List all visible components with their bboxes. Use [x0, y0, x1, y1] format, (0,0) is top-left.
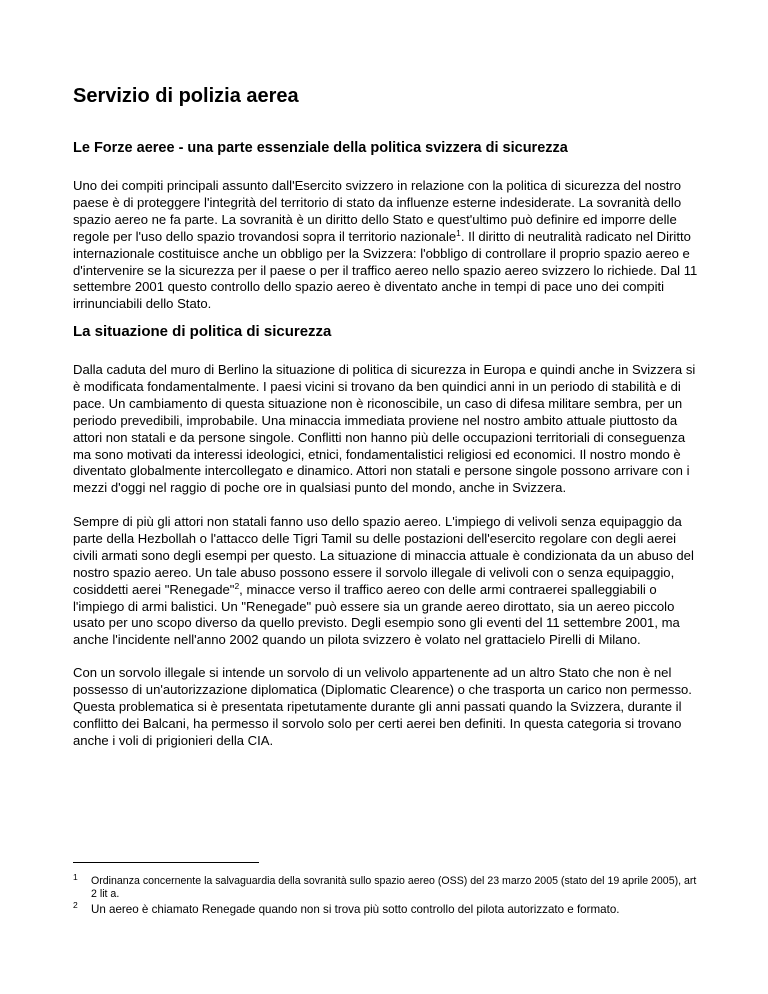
footnote-ref-1[interactable]: 1: [456, 227, 461, 238]
paragraph-text: Sempre di più gli attori non statali fanno uso dello spazio aereo. L'impiego di velivoli senza equipaggio da parte della Hezbollah o l'attacco delle Tigri Tamil su delle postazioni dell'esercito regolare con degli aerei civili armati sono degli esempi per questo. La situazione di minaccia attuale è condizionata da un abuso del nostro spazio aereo. Un tale abuso possono essere il sorvolo illegale di velivoli con o senza equipaggio, cosiddetti aerei "Renegade": [73, 514, 694, 597]
footnote: [73, 900, 703, 916]
section-heading-forze-aeree: Le Forze aeree - una parte essenziale della politica svizzera di sicurezza: [73, 140, 568, 156]
footnote: [73, 872, 703, 901]
footnote-separator: [73, 862, 259, 863]
footnote-number: 1: [73, 872, 78, 882]
footnote-number: 2: [73, 900, 78, 910]
footnote-ref-2[interactable]: 2: [234, 580, 240, 591]
paragraph-text: . Il diritto di neutralità radicato nel Diritto internazionale costituisce anche un obbligo per la Svizzera: l'obbligo di controllare il proprio spazio aereo e d'intervenire se la sicurezza per il paese o per il traffico aereo nello spazio aereo svizzero lo richiede. Dal 11 settembre 2001 questo controllo dello spazio aereo è diventato anche in tempi di pace uno dei compiti irrinunciabili dello Stato.: [73, 228, 698, 312]
footnote-text: Ordinanza concernente la salvaguardia della sovranità sullo spazio aereo (OSS) del 23 marzo 2005 (stato del 19 aprile 2005), art 2 lit a.: [91, 875, 697, 900]
paragraph-attori-non-statali: [73, 514, 703, 649]
page-title: Servizio di polizia aerea: [73, 85, 299, 107]
paragraph-sorvolo-illegale: Con un sorvolo illegale si intende un sorvolo di un velivolo appartenente ad un altro Stato che non è nel possesso di un'autorizzazione diplomatica (Diplomatic Clearence) o che trasporta un carico non permesso. Questa problematica si è presentata ripetutamente durante gli anni passati quando la Svizzera, durante il conflitto dei Balcani, ha permesso il sorvolo solo per certi aerei ben definiti. In questa categoria si trovano anche i voli di prigionieri della CIA.: [73, 665, 692, 748]
paragraph-sovranita: [73, 178, 703, 313]
paragraph-text: , minacce verso il traffico aereo con delle armi contraerei spalleggiabili o l'impiego di armi balistici. Un "Renegade" può essere sia un grande aereo dirottato, sia un aereo piccolo usato per uno scopo diverso da quello previsto. Degli esempio sono gli eventi del 11 settembre 2001, ma anche l'incidente nell'anno 2002 quando un pilota svizzero è volato nel grattacielo Pirelli di Milano.: [73, 581, 680, 648]
paragraph-berlino: Dalla caduta del muro di Berlino la situazione di politica di sicurezza in Europa e quindi anche in Svizzera si è modificata fondamentalmente. I paesi vicini si trovano da ben quindici anni in un periodo di stabilità e di pace. Un cambiamento di questa situazione non è riconoscibile, un caso di difesa militare sembra, per un periodo prevedibili, improbabile. Una minaccia immediata proviene nel nostro ambito attuale piuttosto da attori non statali e da persone singole. Conflitti non hanno più delle occupazioni territoriali di conseguenza ma sono motivati da interessi ideologici, etnici, fondamentalistici religiosi ed economici. Il nostro mondo è diventato globalmente intercollegato e dinamico. Attori non statali e persone singole possono arrivare con i mezzi d'oggi nel raggio di poche ore in qualsiasi punto del mondo, anche in Svizzera.: [73, 362, 696, 496]
footnote-text: Un aereo è chiamato Renegade quando non si trova più sotto controllo del pilota autorizzato e formato.: [91, 903, 620, 916]
section-heading-situazione: La situazione di politica di sicurezza: [73, 323, 332, 340]
paragraph-text: Uno dei compiti principali assunto dall'Esercito svizzero in relazione con la politica di sicurezza del nostro paese è di proteggere l'integrità del territorio di stato da influenze esterne indesiderate. La sovranità dello spazio aereo ne fa parte. La sovranità è un diritto dello Stato e quest'ultimo può definire ed imporre delle regole per l'uso dello spazio trovandosi sopra il territorio nazionale: [73, 178, 682, 244]
